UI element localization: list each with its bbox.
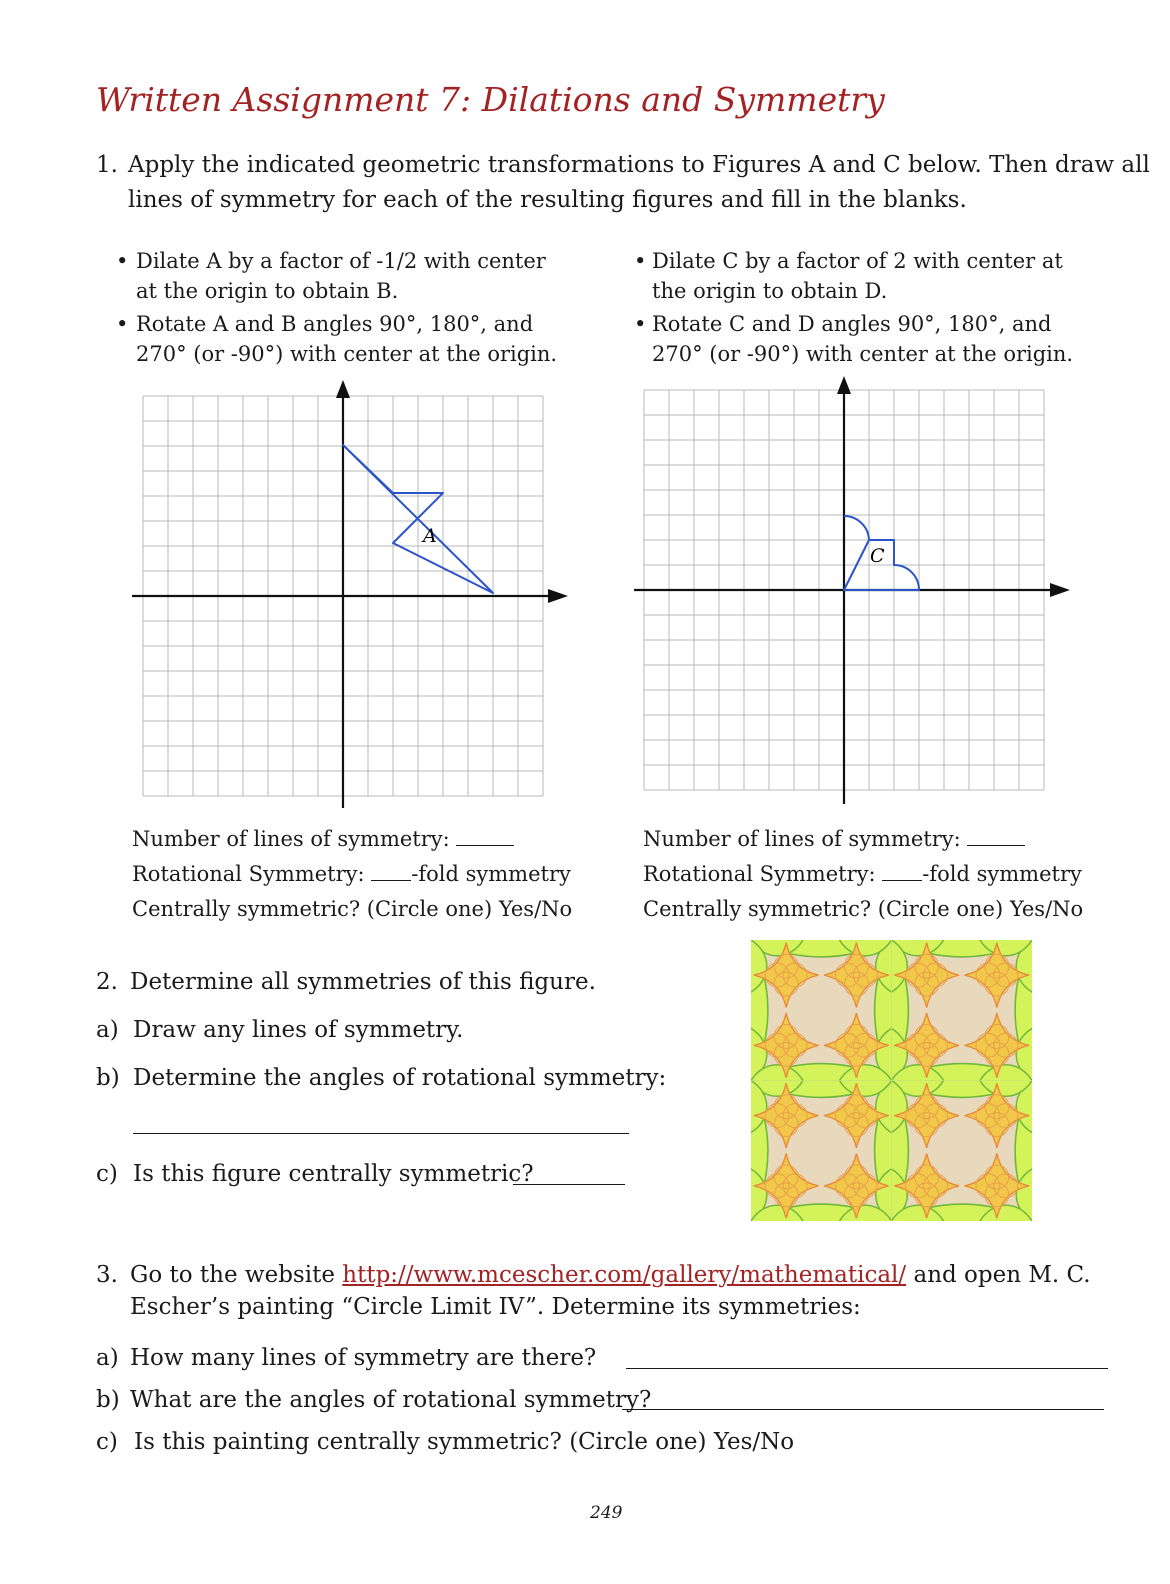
q2-b-answer-line[interactable] [133,1133,629,1134]
right-lines-of-symmetry [643,822,1025,857]
right-coordinate-grid[interactable] [632,372,1077,808]
q3-a-label: a) [96,1345,119,1371]
right-bullet1-line2: the origin to obtain D. [652,279,888,303]
beige-tile [893,1082,1031,1220]
right-bullet2-line2: 270° (or -90°) with center at the origin. [652,342,1074,366]
q3-a-text: How many lines of symmetry are there? [130,1345,597,1371]
page-title: Written Assignment 7: Dilations and Symmetry [96,80,885,119]
q3-text-before: Go to the website [130,1262,335,1288]
fold-label: -fold symmetry [922,862,1082,886]
q2-c-label: c) [96,1161,118,1187]
beige-tile [752,941,890,1079]
beige-tile [893,941,1031,1079]
lines-label: Number of lines of symmetry: [132,827,450,851]
right-rotational-symmetry [643,857,1082,892]
symmetry-tiling-figure [751,940,1032,1221]
left-bullet1-line2: at the origin to obtain B. [136,279,399,303]
left-central-symmetry[interactable]: Centrally symmetric? (Circle one) Yes/No [132,897,573,921]
left-coordinate-grid[interactable] [128,376,573,812]
q3-b-text: What are the angles of rotational symmetry? [130,1387,652,1413]
q2-c-answer-line[interactable] [513,1184,625,1185]
right-bullet1-line1: Dilate C by a factor of 2 with center at [652,249,1063,273]
left-bullet1-line1: Dilate A by a factor of -1/2 with center [136,249,546,273]
y-axis-arrow [336,380,350,398]
q1-text-line2: lines of symmetry for each of the resulting figures and fill in the blanks. [128,187,967,213]
q2-b-label: b) [96,1065,120,1091]
q2-number: 2. [96,969,118,995]
rotational-label: Rotational Symmetry: [643,862,876,886]
q3-text-after: and open M. C. [913,1262,1091,1288]
lines-blank[interactable] [967,824,1025,846]
y-axis-arrow [837,376,851,394]
q2-a-text: Draw any lines of symmetry. [133,1017,464,1043]
bullet-dot: • [634,312,647,336]
q2-b-text: Determine the angles of rotational symmetry: [133,1065,667,1091]
escher-gallery-link[interactable]: http://www.mcescher.com/gallery/mathematical/ [342,1262,907,1288]
right-central-symmetry[interactable]: Centrally symmetric? (Circle one) Yes/No [643,897,1084,921]
q3-text-line2: Escher’s painting “Circle Limit IV”. Determine its symmetries: [130,1294,861,1320]
bullet-dot: • [116,312,129,336]
rotational-blank[interactable] [371,859,411,881]
left-rotational-symmetry [132,857,571,892]
q3-c-text[interactable]: Is this painting centrally symmetric? (Circle one) Yes/No [134,1429,795,1455]
bullet-dot: • [634,249,647,273]
left-bullet2-line1: Rotate A and B angles 90°, 180°, and [136,312,534,336]
x-axis-arrow [548,589,568,603]
page-number: 249 [590,1503,623,1523]
q2-c-text: Is this figure centrally symmetric? [133,1161,534,1187]
right-bullet2-line1: Rotate C and D angles 90°, 180°, and [652,312,1052,336]
q3-c-label: c) [96,1429,118,1455]
left-bullet2-line2: 270° (or -90°) with center at the origin. [136,342,558,366]
q3-b-label: b) [96,1387,120,1413]
q2-text: Determine all symmetries of this figure. [130,969,596,995]
x-axis-arrow [1050,583,1070,597]
fold-label: -fold symmetry [411,862,571,886]
figure-c-label: C [870,545,885,567]
q3-number: 3. [96,1262,118,1288]
q1-number: 1. [96,152,118,178]
figure-a-label: A [423,525,437,547]
lines-blank[interactable] [456,824,514,846]
lines-label: Number of lines of symmetry: [643,827,961,851]
beige-tile [752,1082,890,1220]
bullet-dot: • [116,249,129,273]
rotational-blank[interactable] [882,859,922,881]
rotational-label: Rotational Symmetry: [132,862,365,886]
q2-a-label: a) [96,1017,119,1043]
q3-a-answer-line[interactable] [626,1368,1108,1369]
q1-text-line1: Apply the indicated geometric transformations to Figures A and C below. Then draw all [128,152,1150,178]
left-lines-of-symmetry [132,822,514,857]
q3-text-line1 [130,1258,1091,1293]
q3-b-answer-line[interactable] [622,1409,1104,1410]
